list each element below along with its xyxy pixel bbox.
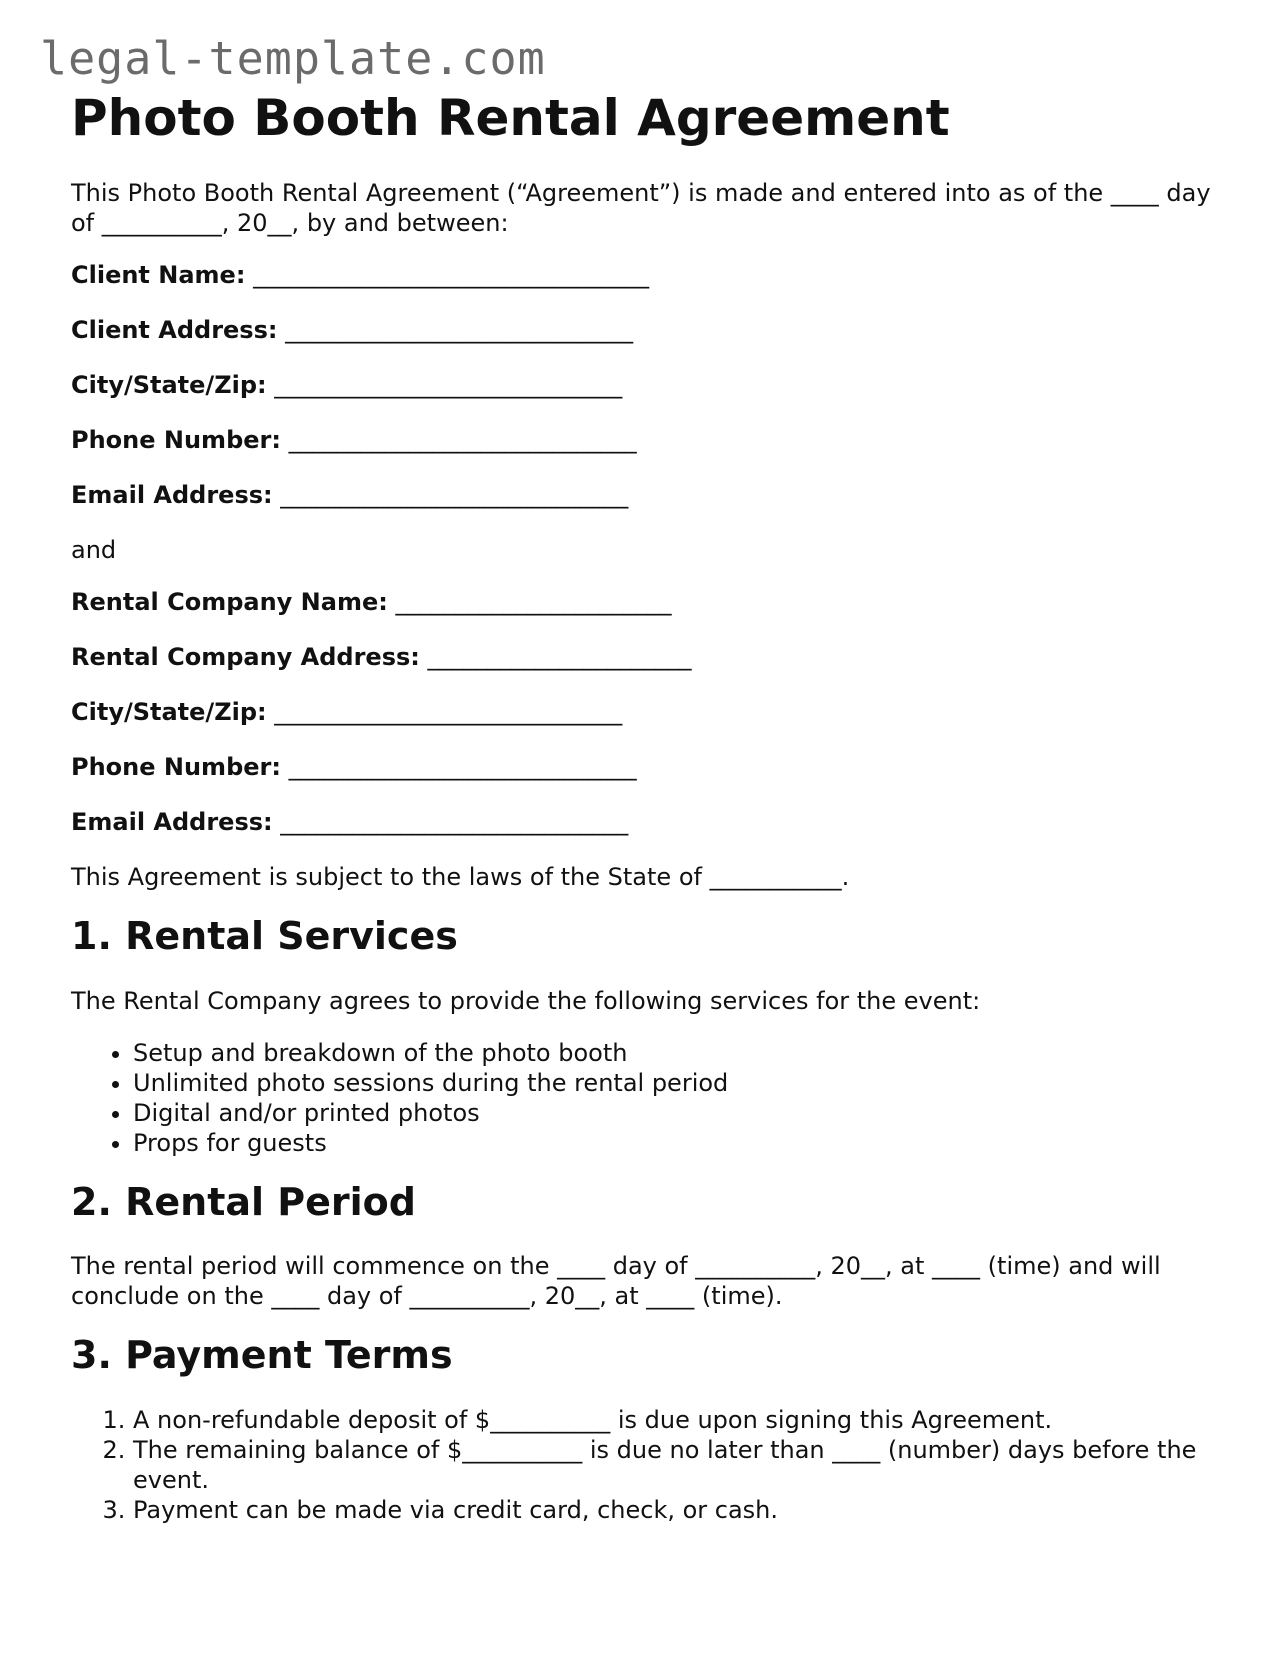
rental-services-intro: The Rental Company agrees to provide the following services for the event: [71,986,981,1015]
client-phone-field [71,425,1211,455]
company-email-field [71,807,1211,837]
list-item: 3. Payment can be made via credit card, check, or cash. [133,1495,1211,1525]
rental-period-paragraph: The rental period will commence on the ____ day of __________, 20__, at ____ (time) and will conclude on the ____ day of __________, 20__, at ____ (time). [71,1252,1161,1311]
field-blank: _____________________________ [280,808,629,836]
site-watermark: legal-template.com [40,32,546,85]
field-label: Phone Number: [71,753,281,781]
document-title: Photo Booth Rental Agreement [71,89,950,147]
field-blank: _____________________________ [280,481,629,509]
list-item: • Props for guests [133,1128,1211,1158]
field-label: City/State/Zip: [71,371,267,399]
payment-terms-list [71,1405,1211,1525]
field-blank: ______________________ [427,643,692,671]
field-label: Client Address: [71,316,278,344]
list-item: • Digital and/or printed photos [133,1098,1211,1128]
company-city-state-zip-field [71,697,1211,727]
client-city-state-zip-field [71,370,1211,400]
field-blank: _________________________________ [253,261,650,289]
field-label: Rental Company Name: [71,588,388,616]
rental-services-list [71,1038,1211,1158]
company-name-field [71,587,1211,617]
list-item: • Unlimited photo sessions during the rental period [133,1068,1211,1098]
and-separator: and [71,536,117,564]
section-heading-payment-terms: 3. Payment Terms [71,1333,453,1378]
section-heading-rental-period: 2. Rental Period [71,1179,416,1224]
list-item: 2. The remaining balance of $__________ is due no later than ____ (number) days before the event. [133,1435,1211,1495]
field-label: Phone Number: [71,426,281,454]
client-address-field [71,315,1211,345]
field-blank: _____________________________ [288,426,637,454]
list-item: 1. A non-refundable deposit of $__________ is due upon signing this Agreement. [133,1405,1211,1435]
field-label: Email Address: [71,481,273,509]
field-label: City/State/Zip: [71,698,267,726]
governing-law-paragraph: This Agreement is subject to the laws of the State of ___________. [71,863,850,891]
client-email-field [71,480,1211,510]
company-phone-field [71,752,1211,782]
field-blank: _______________________ [395,588,672,616]
field-blank: _____________________________ [274,371,623,399]
agreement-document [71,88,1211,1547]
list-item: • Setup and breakdown of the photo booth [133,1038,1211,1068]
field-label: Client Name: [71,261,246,289]
field-blank: _____________________________ [288,753,637,781]
field-label: Rental Company Address: [71,643,420,671]
field-label: Email Address: [71,808,273,836]
client-name-field [71,260,1211,290]
company-address-field [71,642,1211,672]
section-heading-rental-services: 1. Rental Services [71,914,458,958]
intro-paragraph: This Photo Booth Rental Agreement (“Agreement”) is made and entered into as of the ____ day of __________, 20__, by and between: [71,179,1211,237]
field-blank: _____________________________ [274,698,623,726]
field-blank: _____________________________ [285,316,634,344]
